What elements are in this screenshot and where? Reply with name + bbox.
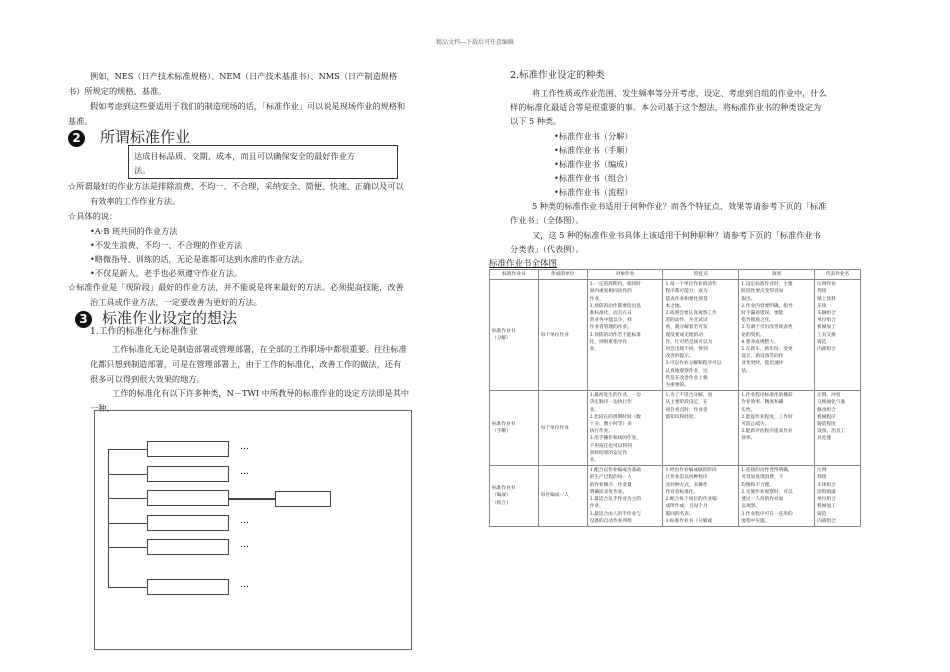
table-cell-line: 执行作业。: [589, 429, 614, 435]
table-cell-line: （编成）: [492, 493, 511, 499]
reference-line-4: 分类表」（代表例）。: [510, 244, 584, 254]
table-cell-line: 常业务中能以少，样: [589, 318, 632, 324]
table-cell-line: 2.实施作业观察时，可以: [741, 489, 793, 495]
table-row: [490, 466, 861, 527]
table-cell-line: 交换通化气瓶: [817, 400, 846, 406]
subsection-1-title: 1.工作的标准化与标准作业: [90, 327, 198, 337]
table-cell-line: （分解）: [492, 336, 511, 342]
table-cell-line: 指导彻底之化。: [741, 318, 775, 324]
table-cell-unit: [538, 466, 587, 527]
table-cell-line: 3.用手操作和线的作业，: [589, 436, 641, 442]
table-cell-line: 车辆组合: [817, 311, 836, 317]
table-cell-line: 改善的提示。: [665, 354, 694, 360]
table-cell-line: 1.经由作业编成做的阶段: [665, 468, 717, 474]
table-cell-effect: [739, 280, 815, 391]
tree-box-3: [147, 490, 229, 506]
table-cell-line: 2.作业内容要明确，指导: [741, 303, 793, 309]
table-cell-line: 实性。: [741, 407, 756, 413]
bullet-2: •不发生浪费、不均一、不合理的作业方法: [90, 240, 243, 250]
table-cell-names: [815, 280, 861, 391]
table-cell-line: 单位组合: [817, 318, 836, 324]
tree-branch-5: [108, 547, 148, 548]
table-cell-line: 2.比较长的周期时间（数: [589, 414, 641, 420]
tree-highlight-line: [229, 498, 275, 500]
table-cell-line: 作业。: [589, 296, 604, 302]
kind-5: •标准作业书（流程）: [554, 187, 633, 197]
table-cell-target: [587, 391, 663, 466]
standard-work-table: [489, 269, 861, 527]
table-cell-line: 准标准化，而且在日: [589, 311, 632, 317]
table-caption: 标准作业书全体图: [489, 259, 558, 269]
table-cell-line: 取出。: [741, 296, 756, 302]
table-cell-line: 3.能新评估程序提高作业: [741, 429, 793, 435]
table-cell-name: [490, 391, 539, 466]
reference-line-1: 5 种类的标准作业书适用于何种作业？而各个特征点、效果等请参考下页的「标准: [532, 201, 827, 211]
table-cell-line: 铸造程度: [817, 422, 836, 428]
table-cell-line: 焊接: [817, 475, 827, 481]
table-cell-feature: [663, 280, 739, 391]
table-cell-line: 3.标准作业书（分解或: [665, 518, 713, 524]
table-cell-name: [490, 466, 539, 527]
tree-ellipsis-5: …: [240, 580, 249, 590]
table-cell-line: 机械程序: [817, 414, 836, 420]
definition-line-2: 法。: [134, 165, 151, 175]
types-line-1: 工作的标准化有以下许多种类，N－TWI 中所教导的标准作业的设定方法即是其中: [112, 388, 410, 398]
table-cell-line: 估。: [741, 368, 751, 374]
section-2-number: 2: [68, 130, 85, 147]
table-cell-line: 2.预防的动作都要指出基: [589, 303, 641, 309]
tree-branch-4: [108, 523, 148, 524]
table-cell-line: 1.作业程序标准化的播前: [741, 393, 793, 399]
table-cell-line: 涂料喷漆: [817, 489, 836, 495]
definition-box: [128, 145, 398, 179]
kinds-intro-line-3: 以下 5 种类。: [510, 116, 562, 126]
table-cell-line: 车体组合: [817, 482, 836, 488]
table-cell-line: 每区编成一人: [540, 493, 569, 499]
table-cell-line: 阶段性要点变得容易: [741, 289, 784, 295]
table-cell-line: 压铆: [817, 468, 827, 474]
table-cell-line: 可容易发现浪费，不: [741, 475, 784, 481]
table-cell-line: 3.作业程序可在一连串的: [741, 511, 793, 517]
table-cell-line: 决定顺序一边执行作: [589, 400, 632, 406]
table-cell-line: 3.可以作业分解和程序可以: [665, 361, 722, 367]
table-cell-names: [815, 391, 861, 466]
table-header-cell: 代表作业名: [815, 270, 861, 280]
table-cell-line: 焊接: [817, 289, 827, 295]
table-cell-line: 化，则很难指导作: [589, 339, 628, 345]
standardization-line-1: 工作标准化无论是制造部署或管理部署，在全部的工作职场中都很重要。往往标准: [112, 344, 407, 354]
table-cell-line: 间内重复相同动作的: [589, 289, 632, 295]
table-cell-line: 作业者标准化。: [665, 489, 699, 495]
table-cell-line: 流程中实施。: [741, 518, 770, 524]
table-cell-line: 作业。: [589, 504, 604, 510]
table-cell-line: 时不漏看错误，要能: [741, 311, 784, 317]
table-cell-line: 1.每一个单位作业的动作: [665, 282, 717, 288]
table-cell-line: 设计、新设备等的作: [741, 354, 784, 360]
kinds-intro-line-1: 将工作性质或作业范围、发生频率等分开考虑，设定、考虑到自组的作业中，什么: [532, 88, 827, 98]
table-cell-line: 的作业顺序、作业量: [589, 482, 632, 488]
table-cell-line: 十分、数小时等）来: [589, 422, 632, 428]
tree-branch-6: [108, 587, 148, 588]
tree-ellipsis-3: …: [240, 516, 249, 526]
table-header-cell: 效果: [739, 270, 815, 280]
table-cell-line: 5.在新车、新年份、变更: [741, 347, 793, 353]
table-cell-line: 以观察。: [741, 504, 761, 510]
table-cell-line: 标准作业书: [492, 329, 516, 335]
table-cell-line: 认真地观察作业，这: [665, 368, 708, 374]
table-cell-effect: [739, 466, 815, 527]
table-cell-line: 2.依照会要认真观察工作: [665, 311, 717, 317]
specifics-heading: ☆具体的说：: [68, 211, 118, 221]
table-cell-line: 设备、治具工: [817, 429, 846, 435]
tree-box-6: [147, 579, 229, 595]
page-watermark: 精品文档---下载后可任意编辑: [435, 39, 515, 46]
table-cell-line: （组合）: [492, 500, 511, 506]
tree-box-1: [147, 441, 229, 457]
table-cell-line: 标准作业书: [492, 486, 516, 492]
table-cell-line: 作业效率、精度和确: [741, 400, 784, 406]
table-cell-line: 机械加工: [817, 504, 836, 510]
tree-box-2: [147, 466, 229, 482]
kind-3: •标准作业书（编成）: [554, 159, 633, 169]
table-cell-line: 单位组合: [817, 497, 836, 503]
table-header-cell: 对象作业: [587, 270, 663, 280]
table-header-cell: 作成的单位: [538, 270, 587, 280]
bullet-1: •A·B 班共同的作业方法: [90, 226, 178, 236]
kind-4: •标准作业书（组合）: [554, 173, 633, 183]
tree-box-4: [147, 515, 229, 531]
tree-highlight-box: [275, 491, 331, 507]
table-cell-line: 都回的名表。: [665, 511, 694, 517]
best-method-line-2: 有效率的工作作业方法。: [90, 196, 181, 206]
reference-line-3: 又，这 5 种的标准作业书具体上该适用于何种职种？请参考下页的「标准作业书: [532, 230, 821, 240]
intro-line-3: 假如考虑到这些要适用于我们的制造现场的话，「标准作业」可以说是现场作业的规格和: [90, 101, 406, 111]
table-cell-line: 1.一定的周期内，相同时: [589, 282, 641, 288]
table-cell-line: 都知识和经验。: [665, 414, 699, 420]
table-cell-line: 机械加工: [817, 325, 836, 331]
table-cell-line: 业。: [589, 458, 600, 464]
subsection-2-title: 2.标准作业设定的种类: [510, 70, 605, 81]
table-cell-line: 3.预防的动作若不能标准: [589, 332, 641, 338]
definition-line-1: 达成目标品质、交期、成本，而且可以确保安全的最好作业方: [134, 151, 356, 161]
table-cell-line: 业变更时，能迅速评: [741, 361, 784, 367]
table-cell-line: 效率。: [741, 436, 756, 442]
kind-1: •标准作业书（分解）: [554, 131, 633, 141]
table-cell-line: 压铆、冲剪: [817, 393, 841, 399]
table-cell-feature: [663, 391, 739, 466]
intro-line-4: 基准。: [68, 116, 93, 126]
table-cell-target: [587, 466, 663, 527]
table-cell-line: 本之地。: [665, 303, 685, 309]
table-cell-line: 喷上涂料: [817, 296, 836, 302]
tree-branch-3: [108, 498, 148, 499]
table-header-row: [490, 270, 861, 280]
table-cell-line: 设备的自动作业所组: [589, 518, 632, 524]
types-line-2: 一种。: [90, 403, 115, 413]
table-cell-line: 项目看点时，作业者: [665, 407, 708, 413]
table-cell-line: 业。: [589, 347, 600, 353]
current-best-line-1: ☆标准作业是「现阶段」最好的作业方法，并不能说是将来最好的方法。必须提高技能，改善: [68, 282, 404, 292]
table-cell-line: 作，忙可给是核可以为: [665, 339, 713, 345]
table-cell-line: 每个单位作业: [540, 332, 569, 338]
table-cell-line: 1.为了不适合分解，而: [665, 393, 713, 399]
table-cell-line: 3.最适合由人的手作业与: [589, 511, 641, 517]
table-cell-line: 4.要养成规整力。: [741, 339, 779, 345]
tree-trunk: [108, 449, 109, 587]
table-cell-line: 作业者管理的作业。: [589, 325, 632, 331]
section-2-title: 所谓标准作业: [100, 128, 191, 146]
table-cell-line: 同样结果的安定作: [589, 450, 628, 456]
table-cell-line: 压铆作业: [817, 282, 836, 288]
table-cell-line: 铸造: [817, 511, 827, 517]
table-cell-line: 工具交换: [817, 332, 836, 338]
table-cell-line: 何会出现不同，得到: [665, 347, 708, 353]
intro-line-2: 书）所规定的规格、基准。: [68, 86, 167, 96]
table-cell-line: 从主要阶段设定，在: [665, 400, 708, 406]
section-3-title: 标准作业设定的想法: [102, 309, 238, 327]
bullet-4: •不仅是新人，老手也必须遵守作业方法。: [90, 268, 243, 278]
table-cell-line: 车顶: [817, 303, 827, 309]
table-cell-line: 1.设定标准作业时，主要: [741, 282, 793, 288]
table-cell-line: 论的契机。: [741, 332, 765, 338]
table-cell-line: 程序都可能分，成为: [665, 289, 708, 295]
best-method-line-1: ☆所谓最好的作业方法是排除浪费、不均一、不合理，采纳安全、简便、快速、正确以及可以: [68, 181, 404, 191]
standardization-tree-diagram: [94, 410, 412, 650]
table-cell-line: 者的动作，并且试试: [665, 318, 708, 324]
table-cell-line: 2.最适合以手作业为主的: [589, 497, 641, 503]
table-row: [490, 391, 861, 466]
table-cell-target: [587, 280, 663, 391]
table-cell-line: 为重要的。: [665, 383, 689, 389]
table-cell-line: （手顺）: [492, 429, 511, 435]
table-cell-line: 修改组合: [817, 407, 836, 413]
table-cell-line: 不用按任也可以得到: [589, 443, 632, 449]
table-cell-names: [815, 466, 861, 527]
tree-ellipsis-2: …: [240, 467, 249, 477]
standardization-line-2: 化都只想到制造部署，可是在管理部署上，由于工作的标准化，改善工作的做法，还有: [90, 359, 402, 369]
reference-line-2: 作业书」（全体图）。: [510, 215, 584, 225]
table-cell-unit: [538, 391, 587, 466]
table-cell-line: 看，就分解着若可发: [665, 325, 708, 331]
tree-branch-1: [108, 449, 148, 450]
table-cell-line: 些是在改善作业上极: [665, 375, 708, 381]
bullet-3: •略微指导、训练的话，无论是谁都可达到水准的作业方法。: [90, 254, 308, 264]
kind-2: •标准作业书（手顺）: [554, 145, 633, 155]
table-cell-line: 1.配合以作业编成为基础: [589, 468, 641, 474]
table-cell-line: 的生产过程的每一人: [589, 475, 632, 481]
table-cell-line: 计作业是以何种程序: [665, 475, 708, 481]
standardization-line-3: 很多可以得到很大效果的地方。: [90, 374, 205, 384]
table-cell-line: 均衡和不合理。: [741, 482, 775, 488]
table-cell-line: 标准作业书: [492, 422, 516, 428]
table-cell-line: 每个单位作业: [540, 425, 569, 431]
table-cell-line: 能表作业和要化规基: [665, 296, 708, 302]
table-cell-line: 具处理: [817, 436, 832, 442]
current-best-line-2: 治工具或作业方法，一定要改善为更好的方法。: [90, 297, 262, 307]
tree-box-5: [147, 539, 229, 555]
kinds-intro-line-2: 样的标准化最适合等是很重要的事。本公司基于这个想法，将标准作业书的种类设定为: [510, 102, 822, 112]
table-cell-line: 成所作成，且每个月: [665, 504, 708, 510]
table-cell-line: 明确而来复作业。: [589, 489, 628, 495]
table-cell-line: 3.有调于引出改善规表性: [741, 325, 793, 331]
table-header-cell: 特征点: [663, 270, 739, 280]
table-cell-name: [490, 280, 539, 391]
table-cell-feature: [663, 466, 739, 527]
table-cell-line: 1.最初发生的作业，一边: [589, 393, 641, 399]
table-header-cell: 标准作业书: [490, 270, 539, 280]
table-cell-line: 铸造: [817, 339, 827, 345]
intro-line-1: 例如，NES（日产技术标准规格）、NEM（日产技术基准书）、NMS（日产制造规格: [90, 71, 398, 81]
table-cell-line: 可防止疏失。: [741, 422, 770, 428]
tree-ellipsis-1: …: [240, 442, 249, 452]
table-cell-line: 及何种方式，来操作: [665, 482, 708, 488]
tree-branch-2: [108, 474, 148, 475]
table-cell-line: 1.连接的动作变得明确，: [741, 468, 793, 474]
table-cell-line: 业。: [589, 407, 600, 413]
table-cell-line: 2.能提作业程度，工作时: [741, 414, 793, 420]
section-3-number: 3: [75, 311, 92, 328]
table-cell-line: 透过一人份的作业加: [741, 497, 784, 503]
table-cell-effect: [739, 391, 815, 466]
table-cell-line: 内部组合: [817, 518, 836, 524]
tree-ellipsis-4: …: [240, 540, 249, 550]
table-row: [490, 280, 861, 391]
table-cell-unit: [538, 280, 587, 391]
table-cell-line: 2.配合每个岗位的作业编: [665, 497, 717, 503]
table-cell-line: 现没要成无理的动: [665, 332, 703, 338]
table-cell-line: 内部组合: [817, 347, 836, 353]
